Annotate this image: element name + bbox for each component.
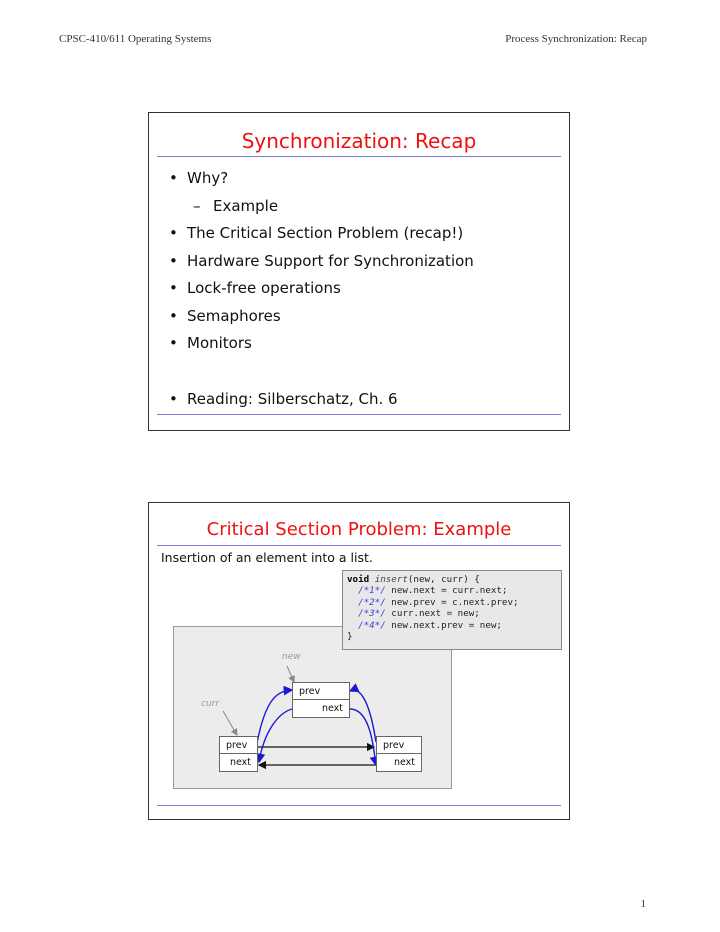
list-item: – Example bbox=[193, 196, 279, 215]
list-item: • Why? bbox=[169, 169, 229, 187]
bullet-list bbox=[169, 165, 474, 413]
left-node-prev: prev bbox=[220, 737, 257, 754]
title-divider bbox=[157, 156, 561, 157]
left-node-next: next bbox=[229, 757, 251, 768]
new-pointer-label: new bbox=[282, 652, 301, 662]
list-diagram bbox=[173, 626, 452, 789]
list-item: • Hardware Support for Synchronization bbox=[169, 251, 474, 270]
title-divider bbox=[157, 545, 561, 546]
footer-divider bbox=[157, 805, 561, 806]
list-spacer bbox=[169, 358, 474, 386]
code-line: /*1*/ new.next = curr.next; bbox=[358, 585, 508, 597]
slide-critical-section bbox=[148, 502, 570, 820]
list-item: • The Critical Section Problem (recap!) bbox=[169, 224, 464, 242]
code-line: /*4*/ new.next.prev = new; bbox=[358, 619, 502, 631]
code-closing: } bbox=[347, 630, 353, 642]
code-signature: void insert(new, curr) { bbox=[347, 574, 480, 585]
left-node bbox=[219, 736, 258, 772]
code-line: /*2*/ new.prev = c.next.prev; bbox=[358, 596, 519, 608]
slide-subtitle: Insertion of an element into a list. bbox=[161, 550, 373, 565]
slide-title: Synchronization: Recap bbox=[241, 129, 477, 153]
new-pointer-arrow bbox=[287, 666, 294, 682]
right-node bbox=[376, 736, 422, 772]
new-next-arrow bbox=[350, 709, 376, 765]
list-item: • Reading: Silberschatz, Ch. 6 bbox=[169, 389, 398, 408]
header-topic: Process Synchronization: Recap bbox=[505, 33, 647, 45]
list-item: • Monitors bbox=[169, 334, 252, 352]
right-node-prev: prev bbox=[377, 737, 421, 754]
new-node-prev: prev bbox=[293, 683, 349, 700]
code-listing bbox=[342, 570, 562, 650]
curr-pointer-label: curr bbox=[201, 699, 220, 709]
slide-recap bbox=[148, 112, 570, 431]
list-item: • Semaphores bbox=[169, 306, 281, 325]
slide-title: Critical Section Problem: Example bbox=[206, 519, 512, 540]
code-line: /*3*/ curr.next = new; bbox=[358, 608, 480, 620]
left-next-to-new-arrow bbox=[257, 690, 292, 743]
new-node bbox=[292, 682, 350, 718]
header-course: CPSC-410/611 Operating Systems bbox=[59, 33, 212, 45]
list-item: • Lock-free operations bbox=[169, 279, 341, 297]
curr-pointer-arrow bbox=[223, 711, 237, 735]
page-number: 1 bbox=[640, 898, 646, 910]
new-node-next: next bbox=[321, 703, 343, 714]
footer-divider bbox=[157, 414, 561, 415]
right-node-next: next bbox=[393, 757, 415, 768]
